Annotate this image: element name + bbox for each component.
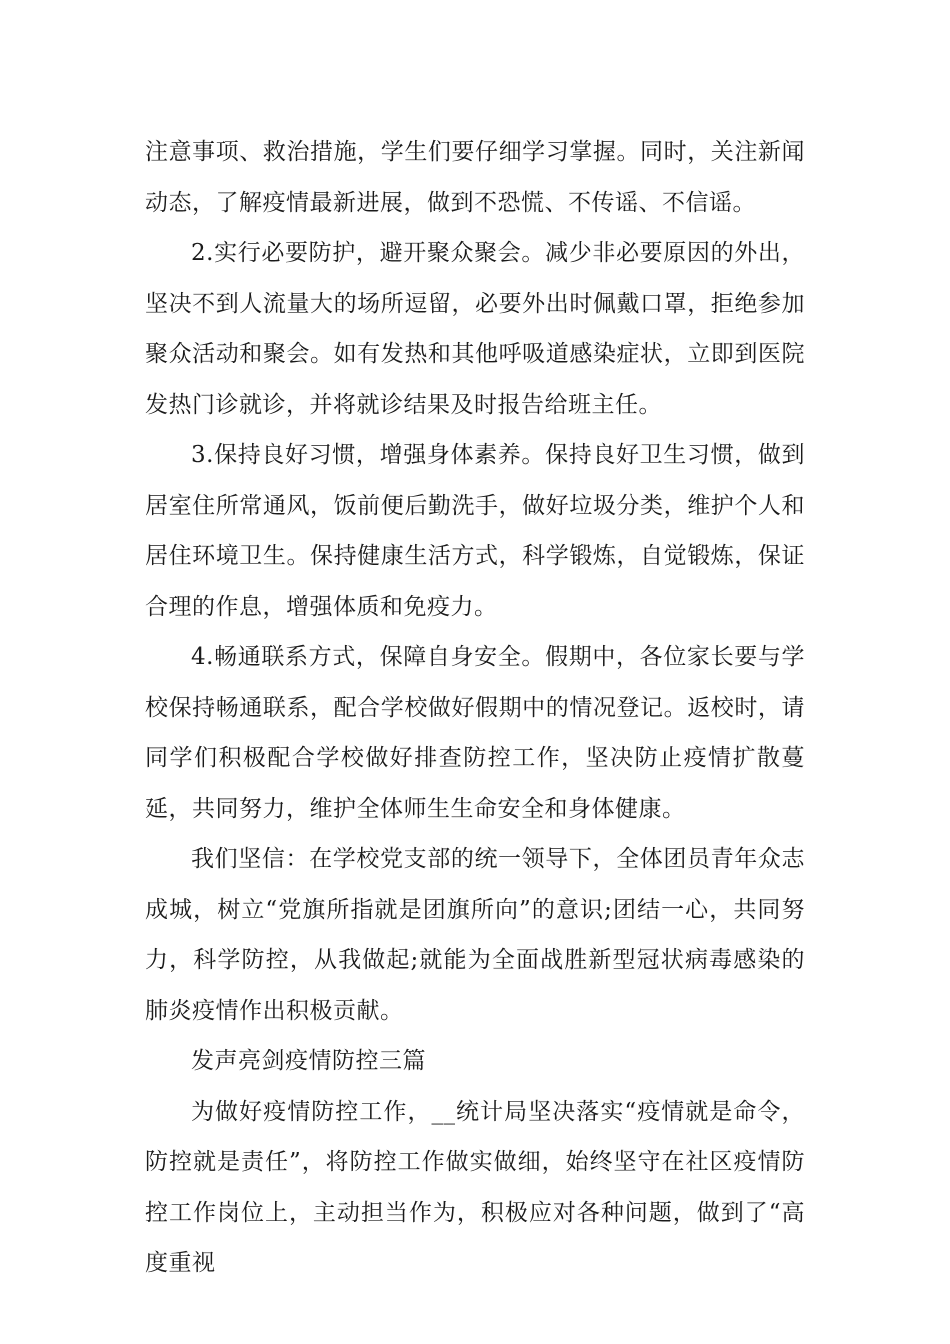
paragraph-item-2: 2.实行必要防护，避开聚众聚会。减少非必要原因的外出，坚决不到人流量大的场所逗留，必要外出时佩戴口罩，拒绝参加聚众活动和聚会。如有发热和其他呼吸道感染症状，立即到医院发热门诊就诊，并将就诊结果及时报告给班主任。 xyxy=(145,240,805,418)
paragraph-conclusion: 我们坚信：在学校党支部的统一领导下，全体团员青年众志成城，树立“党旗所指就是团旗所向”的意识;团结一心，共同努力，科学防控，从我做起;就能为全面战胜新型冠状病毒感染的肺炎疫情作出积极贡献。 xyxy=(145,846,805,1024)
section-heading: 发声亮剑疫情防控三篇 xyxy=(191,1048,426,1074)
paragraph-final: 为做好疫情防控工作，__统计局坚决落实“疫情就是命令，防控就是责任”，将防控工作做实做细，始终坚守在社区疫情防控工作岗位上，主动担当作为，积极应对各种问题，做到了“高度重视 xyxy=(145,1098,805,1276)
document-page xyxy=(145,127,805,1289)
paragraph-item-4: 4.畅通联系方式，保障自身安全。假期中，各位家长要与学校保持畅通联系，配合学校做好假期中的情况登记。返校时，请同学们积极配合学校做好排查防控工作，坚决防止疫情扩散蔓延，共同努力，维护全体师生生命安全和身体健康。 xyxy=(145,644,805,822)
paragraph-item-3: 3.保持良好习惯，增强身体素养。保持良好卫生习惯，做到居室住所常通风，饭前便后勤洗手，做好垃圾分类，维护个人和居住环境卫生。保持健康生活方式，科学锻炼，自觉锻炼，保证合理的作息，增强体质和免疫力。 xyxy=(145,442,805,620)
paragraph-continuation: 注意事项、救治措施，学生们要仔细学习掌握。同时，关注新闻动态，了解疫情最新进展，做到不恐慌、不传谣、不信谣。 xyxy=(145,139,805,216)
